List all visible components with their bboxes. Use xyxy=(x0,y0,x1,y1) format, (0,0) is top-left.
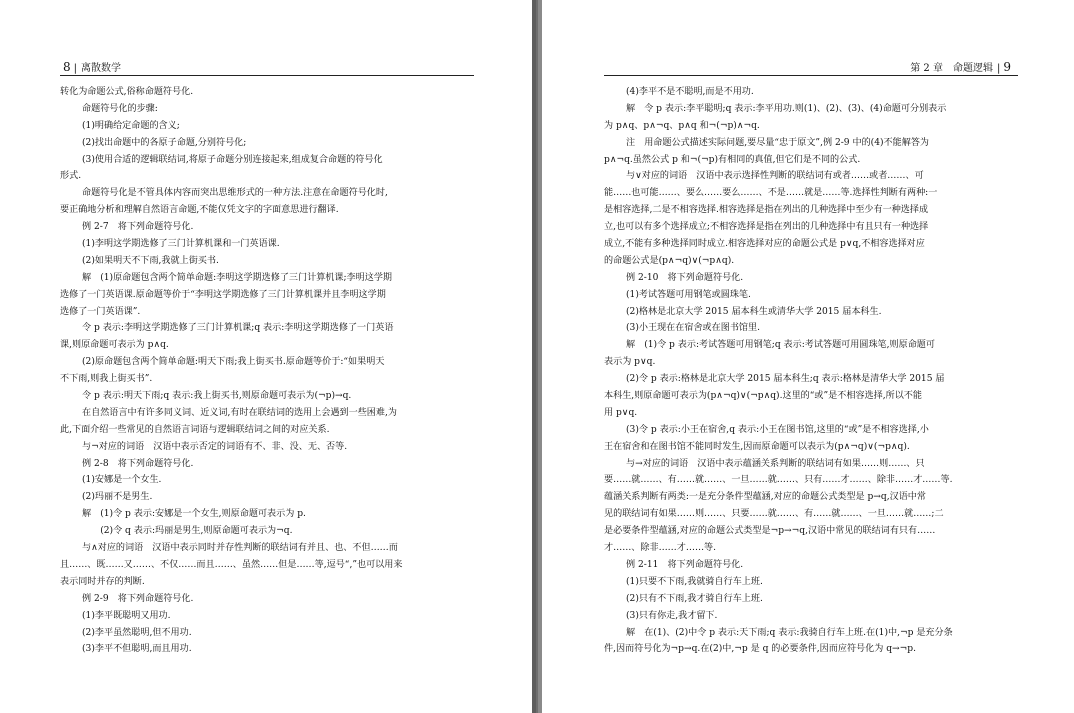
text-line: (2)令 p 表示:格林是北京大学 2015 届本科生;q 表示:格林是清华大学 2015 届 xyxy=(626,374,945,385)
text-line: 表示同时并存的判断. xyxy=(60,576,145,587)
text-line: 不下雨,则我上街买书”. xyxy=(60,374,153,385)
text-line: 解 (1)令 p 表示:安娜是一个女生,则原命题可表示为 p. xyxy=(82,509,306,520)
text-line: (1)只要不下雨,我就骑自行车上班. xyxy=(626,576,763,587)
text-line: (1)考试答题可用钢笔或圆珠笔. xyxy=(626,289,751,300)
text-line: 本科生,则原命题可表示为(p∧¬q)∨(¬p∧q).这里的“或”是不相容选择,所以不能 xyxy=(604,391,922,402)
text-line: 解 令 p 表示:李平聪明;q 表示:李平用功.则(1)、(2)、(3)、(4)命题可分别表示 xyxy=(626,103,947,114)
text-line: (1)李明这学期选修了三门计算机课和一门英语课. xyxy=(82,239,280,250)
text-line: (2)令 q 表示:玛丽是男生,则原命题可表示为¬q. xyxy=(82,526,293,537)
right-page-body xyxy=(604,84,1018,658)
text-line: 例 2-7 将下列命题符号化. xyxy=(82,222,194,233)
text-line: p∧¬q.虽然公式 p 和¬(¬p)有相同的真值,但它们是不同的公式. xyxy=(604,154,861,165)
text-line: 解 (1)令 p 表示:考试答题可用钢笔;q 表示:考试答题可用圆珠笔,则原命题可 xyxy=(626,340,935,351)
text-line: 蕴涵关系判断有两类:一是充分条件型蕴涵,对应的命题公式类型是 p→q,汉语中常 xyxy=(604,492,926,503)
text-line: (1)安娜是一个女生. xyxy=(82,475,162,486)
text-line: 在自然语言中有许多同义词、近义词,有时在联结词的选用上会遇到一些困难,为 xyxy=(82,407,397,418)
right-page xyxy=(542,0,1074,713)
text-line: (3)令 p 表示:小王在宿舍,q 表示:小王在图书馆,这里的“或”是不相容选择,小 xyxy=(626,424,929,435)
text-line: 形式. xyxy=(60,171,82,182)
text-line: 选修了一门英语课”. xyxy=(60,306,141,317)
text-line: (2)如果明天不下雨,我就上街买书. xyxy=(82,255,219,266)
text-line: 与→对应的词语 汉语中表示蕴涵关系判断的联结词有如果……则……、只 xyxy=(626,458,925,469)
right-chapter-title: 第 2 章 命题逻辑 xyxy=(910,63,993,74)
text-line: (3)李平不但聪明,而且用功. xyxy=(82,644,192,655)
text-line: 令 p 表示:明天下雨;q 表示:我上街买书,则原命题可表示为(¬p)→q. xyxy=(82,391,352,402)
right-page-header: 第 2 章 命题逻辑 | 9 xyxy=(910,60,1011,74)
text-line: 注 用命题公式描述实际问题,要尽量“忠于原文”,例 2-9 中的(4)不能解答为 xyxy=(626,137,930,148)
text-line: 例 2-10 将下列命题符号化. xyxy=(626,272,744,283)
text-line: 要正确地分析和理解自然语言命题,不能仅凭文字的字面意思进行翻译. xyxy=(60,205,339,216)
text-line: 与∨对应的词语 汉语中表示选择性判断的联结词有或者……或者……、可 xyxy=(626,171,924,182)
right-header-rule xyxy=(604,75,1018,76)
text-line: 见的联结词有如果……则……、只要……就……、有……就……、一旦……就……;二 xyxy=(604,509,944,520)
text-line: 令 p 表示:李明这学期选修了三门计算机课;q 表示:李明这学期选修了一门英语 xyxy=(82,323,394,334)
text-line: (1)李平既聪明又用功. xyxy=(82,610,171,621)
text-line: 命题符号化是不管具体内容而突出思维形式的一种方法.注意在命题符号化时, xyxy=(82,188,388,199)
text-line: (3)只有你走,我才留下. xyxy=(626,610,718,621)
text-line: 要……就……、有……就……、一旦……就……、只有……才……、除非……才……等. xyxy=(604,475,953,486)
text-line: 课,则原命题可表示为 p∧q. xyxy=(60,340,169,351)
text-line: (1)明确给定命题的含义; xyxy=(82,120,180,131)
text-line: 此,下面介绍一些常见的自然语言词语与逻辑联结词之间的对应关系. xyxy=(60,424,330,435)
text-line: 用 p∨q. xyxy=(604,407,638,418)
text-line: 与∧对应的词语 汉语中表示同时并存性判断的联结词有并且、也、不但……而 xyxy=(82,543,398,554)
left-page-body xyxy=(60,84,474,658)
text-line: 成立,不能有多种选择同时成立.相容选择对应的命题公式是 p∨q,不相容选择对应 xyxy=(604,239,925,250)
text-line: 选修了一门英语课.原命题等价于“李明这学期选修了三门计算机课并且李明这学期 xyxy=(60,289,386,300)
text-line: (2)原命题包含两个简单命题:明天下雨;我上街买书.原命题等价于:“如果明天 xyxy=(82,357,385,368)
left-header-rule xyxy=(60,75,474,76)
text-line: 命题符号化的步骤: xyxy=(82,103,158,114)
right-page-number: 9 xyxy=(1003,60,1011,74)
page-gutter-left xyxy=(532,0,536,713)
text-line: (2)玛丽不是男生. xyxy=(82,492,153,503)
text-line: 件,因而符号化为¬p→q.在(2)中,¬p 是 q 的必要条件,因而应符号化为 q→¬p. xyxy=(604,644,916,655)
text-line: 的命题公式是(p∧¬q)∨(¬p∧q). xyxy=(604,255,735,266)
text-line: 是必要条件型蕴涵,对应的命题公式类型是¬p→¬q,汉语中常见的联结词有只有…… xyxy=(604,526,936,537)
text-line: 转化为命题公式,俗称命题符号化. xyxy=(60,87,194,97)
text-line: (3)使用合适的逻辑联结词,将原子命题分别连接起来,组成复合命题的符号化 xyxy=(82,154,383,165)
left-page xyxy=(0,0,532,713)
text-line: 为 p∧q、p∧¬q、p∧q 和¬(¬p)∧¬q. xyxy=(604,120,760,131)
text-line: (3)小王现在在宿舍或在图书馆里. xyxy=(626,323,760,334)
text-line: (2)格林是北京大学 2015 届本科生或清华大学 2015 届本科生. xyxy=(626,306,882,317)
text-line: 例 2-8 将下列命题符号化. xyxy=(82,458,194,469)
text-line: 解 在(1)、(2)中令 p 表示:天下雨;q 表示:我骑自行车上班.在(1)中,¬p 是充分条 xyxy=(626,627,953,638)
text-line: 才……、除非……才……等. xyxy=(604,543,717,554)
text-line: 且……、既……又……、不仅……而且……、虽然……但是……等,逗号“,”也可以用来 xyxy=(60,559,403,570)
text-line: (2)找出命题中的各原子命题,分别符号化; xyxy=(82,137,247,148)
left-page-number: 8 xyxy=(63,60,71,74)
left-page-header: 8 | 离散数学 xyxy=(63,60,122,74)
text-line: 例 2-11 将下列命题符号化. xyxy=(626,559,744,570)
text-line: 王在宿舍和在图书馆不能同时发生,因而原命题可以表示为(p∧¬q)∨(¬p∧q). xyxy=(604,441,910,452)
text-line: 立,也可以有多个选择成立;不相容选择是指在列出的几种选择中有且只有一种选择 xyxy=(604,222,929,233)
text-line: (2)只有不下雨,我才骑自行车上班. xyxy=(626,593,763,604)
text-line: 能……也可能……、要么……要么……、不是……就是……等.选择性判断有两种:一 xyxy=(604,188,938,199)
left-book-title: 离散数学 xyxy=(81,63,122,74)
text-line: 是相容选择,二是不相容选择.相容选择是指在列出的几种选择中至少有一种选择成 xyxy=(604,205,929,216)
text-line: (2)李平虽然聪明,但不用功. xyxy=(82,627,192,638)
text-line: (4)李平不是不聪明,而是不用功. xyxy=(626,87,754,97)
text-line: 表示为 p∨q. xyxy=(604,357,656,368)
text-line: 解 (1)原命题包含两个简单命题:李明这学期选修了三门计算机课;李明这学期 xyxy=(82,272,393,283)
text-line: 例 2-9 将下列命题符号化. xyxy=(82,593,194,604)
text-line: 与¬对应的词语 汉语中表示否定的词语有不、非、没、无、否等. xyxy=(82,441,348,452)
